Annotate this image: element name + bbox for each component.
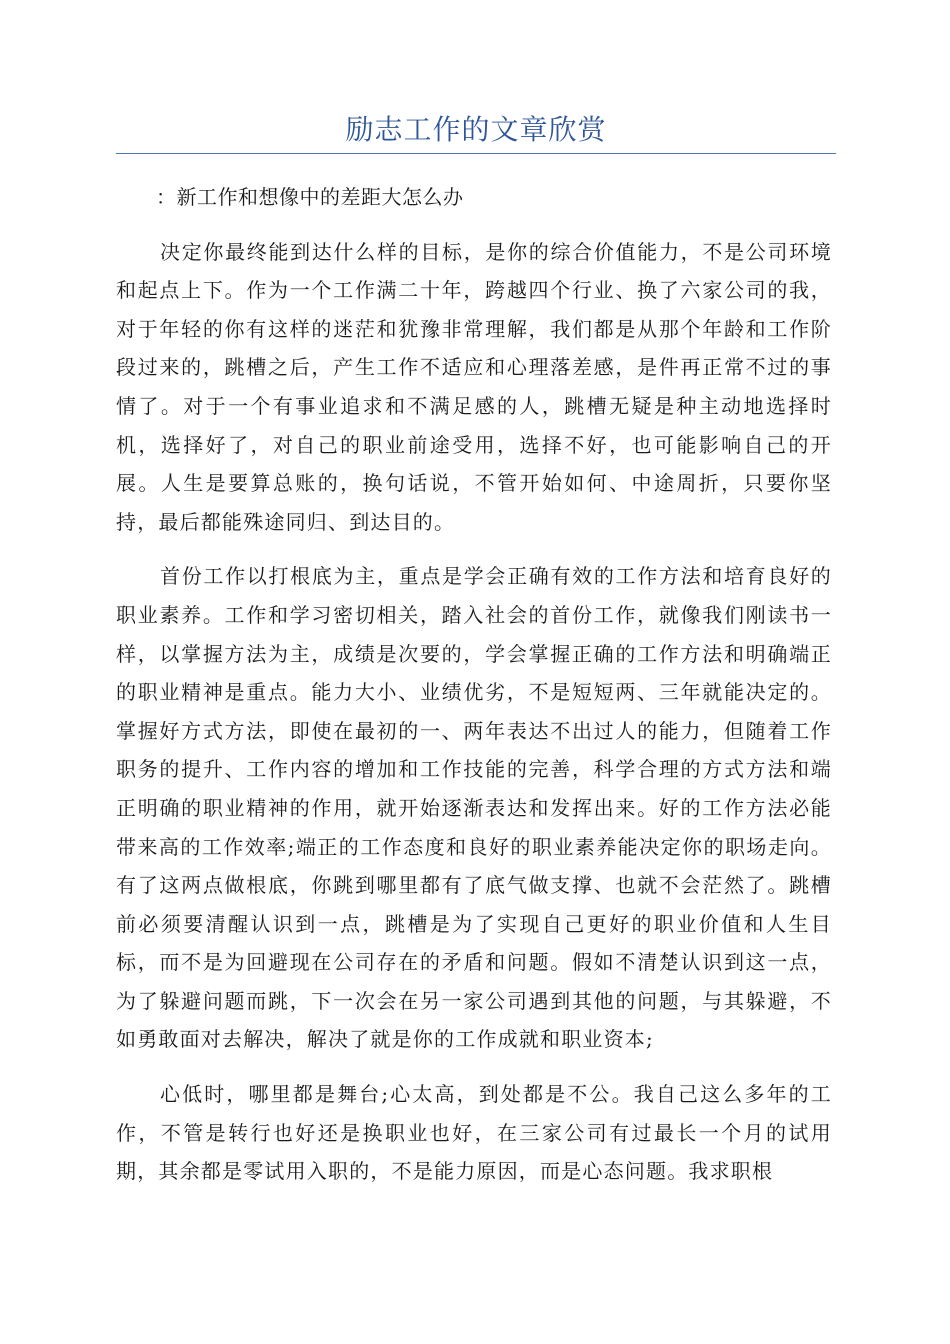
paragraph-3: 心低时，哪里都是舞台;心太高，到处都是不公。我自己这么多年的工作，不管是转行也好还是换职业也好，在三家公司有过最长一个月的试用期，其余都是零试用入职的，不是能力原因，而是心态问题。我求职根: [116, 1082, 832, 1184]
title-underline: [116, 153, 836, 154]
document-subtitle: ：新工作和想像中的差距大怎么办: [156, 185, 464, 209]
paragraph-1: 决定你最终能到达什么样的目标，是你的综合价值能力，不是公司环境和起点上下。作为一个工作满二十年，跨越四个行业、换了六家公司的我，对于年轻的你有这样的迷茫和犹豫非常理解，我们都是从那个年龄和工作阶段过来的，跳槽之后，产生工作不适应和心理落差感，是件再正常不过的事情了。对于一个有事业追求和不满足感的人，跳槽无疑是种主动地选择时机，选择好了，对自己的职业前途受用，选择不好，也可能影响自己的开展。人生是要算总账的，换句话说，不管开始如何、中途周折，只要你坚持，最后都能殊途同归、到达目的。: [116, 239, 832, 534]
document-body: [116, 178, 832, 1207]
paragraph-2: 首份工作以打根底为主，重点是学会正确有效的工作方法和培育良好的职业素养。工作和学习密切相关，踏入社会的首份工作，就像我们刚读书一样，以掌握方法为主，成绩是次要的，学会掌握正确的工作方法和明确端正的职业精神是重点。能力大小、业绩优劣，不是短短两、三年就能决定的。掌握好方式方法，即使在最初的一、两年表达不出过人的能力，但随着工作职务的提升、工作内容的增加和工作技能的完善，科学合理的方式方法和端正明确的职业精神的作用，就开始逐渐表达和发挥出来。好的工作方法必能带来高的工作效率;端正的工作态度和良好的职业素养能决定你的职场走向。有了这两点做根底，你跳到哪里都有了底气做支撑、也就不会茫然了。跳槽前必须要清醒认识到一点，跳槽是为了实现自己更好的职业价值和人生目标，而不是为回避现在公司存在的矛盾和问题。假如不清楚认识到这一点，为了躲避问题而跳，下一次会在另一家公司遇到其他的问题，与其躲避，不如勇敢面对去解决，解决了就是你的工作成就和职业资本;: [116, 564, 832, 1052]
document-title: 励志工作的文章欣赏: [345, 113, 607, 146]
